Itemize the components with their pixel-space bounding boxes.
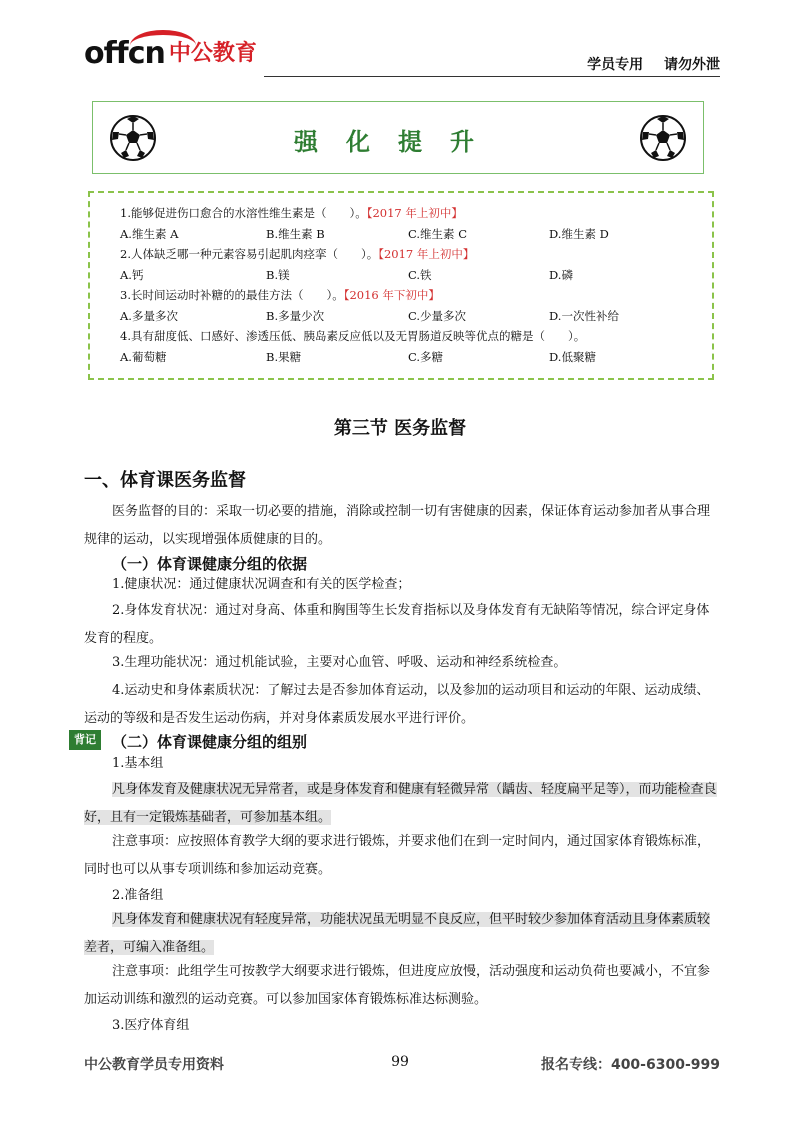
section-banner: [92, 101, 704, 174]
highlighted-text: 凡身体发育及健康状况无异常者，或是身体发育和健康有轻微异常（龋齿、轻度扁平足等），而功能检查良好，且有一定锻炼基础者，可参加基本组。: [84, 782, 717, 825]
question-options: [120, 349, 700, 365]
option: B.多量少次: [266, 309, 325, 323]
option: D.维生素 D: [549, 227, 609, 241]
quiz-question: [120, 246, 474, 262]
header-tag-student: 学员专用: [587, 57, 644, 73]
subheading-grouping-categories: （二）体育课健康分组的组别: [112, 733, 308, 751]
basis-item: 3.生理功能状况：通过机能试验，主要对心血管、呼吸、运动和神经系统检查。: [112, 655, 567, 670]
option: C.维生素 C: [408, 227, 467, 241]
logo-chinese: 中公教育: [168, 41, 257, 66]
footer-left-text: 中公教育学员专用资料: [84, 1057, 224, 1073]
option: A.多量多次: [120, 309, 178, 323]
memorize-badge: 背记: [69, 730, 101, 750]
group-title-medical: 3.医疗体育组: [112, 1018, 190, 1033]
footer-hotline: 报名专线：400-6300-999: [540, 1057, 720, 1073]
option: C.铁: [408, 268, 432, 282]
logo-arc-icon: [130, 30, 196, 61]
option: A.葡萄糖: [120, 350, 167, 364]
banner-title: 强化提升: [294, 127, 502, 156]
group-desc-basic: [84, 776, 720, 832]
quiz-question: [120, 328, 585, 344]
header-rule: [264, 76, 720, 77]
question-text: 1.能够促进伤口愈合的水溶性维生素是（ ）。: [120, 206, 367, 220]
group-title-prep: 2.准备组: [112, 888, 164, 903]
question-options: [120, 267, 700, 283]
group-note-basic: 注意事项：应按照体育教学大纲的要求进行锻炼，并要求他们在到一定时间内，通过国家体育锻炼标准，同时也可以从事专项训练和参加运动竞赛。: [84, 834, 711, 877]
heading-medical-supervision: 一、体育课医务监督: [84, 470, 246, 491]
option: C.少量多次: [408, 309, 467, 323]
option: D.低聚糖: [549, 350, 596, 364]
highlighted-text: 凡身体发育和健康状况有轻度异常，功能状况虽无明显不良反应，但平时较少参加体育活动且身体素质较差者，可编入准备组。: [84, 912, 711, 955]
question-source-tag: 【2017 年上初中】: [366, 206, 463, 220]
option: A.维生素 A: [120, 227, 179, 241]
intro-paragraph: 医务监督的目的：采取一切必要的措施，消除或控制一切有害健康的因素，保证体育运动参加者从事合理规律的运动，以实现增强体质健康的目的。: [84, 504, 711, 547]
option: B.镁: [266, 268, 290, 282]
group-desc-prep: [84, 906, 720, 962]
group-note-prep: 注意事项：此组学生可按教学大纲要求进行锻炼，但进度应放慢，活动强度和运动负荷也要减小，不宜参加运动训练和激烈的运动竞赛。可以参加国家体育锻炼标准达标测验。: [84, 964, 711, 1007]
quiz-question: [120, 205, 463, 221]
basis-item: 2.身体发育状况：通过对身高、体重和胸围等生长发育指标以及身体发育有无缺陷等情况，综合评定身体发育的程度。: [84, 603, 710, 646]
question-options: [120, 308, 700, 324]
option: D.磷: [549, 268, 573, 282]
header-tag-confidential: 请勿外泄: [664, 57, 720, 73]
page-number: 99: [391, 1054, 409, 1070]
section-title: 第三节 医务监督: [333, 418, 467, 439]
option: D.一次性补给: [549, 309, 619, 323]
option: A.钙: [120, 268, 144, 282]
option: C.多糖: [408, 350, 444, 364]
quiz-question: [120, 287, 440, 303]
practice-quiz-box: [88, 191, 714, 380]
header-tags: [587, 54, 720, 74]
option: B.维生素 B: [266, 227, 325, 241]
question-source-tag: 【2017 年上初中】: [378, 247, 475, 261]
question-options: [120, 226, 700, 242]
subheading-grouping-basis: （一）体育课健康分组的依据: [112, 555, 308, 573]
question-source-tag: 【2016 年下初中】: [343, 288, 440, 302]
offcn-logo: [84, 38, 257, 70]
basis-item: 1.健康状况：通过健康状况调查和有关的医学检查；: [112, 577, 411, 592]
question-text: 4.具有甜度低、口感好、渗透压低、胰岛素反应低以及无胃肠道反映等优点的糖是（ ）。: [120, 329, 586, 343]
soccer-ball-icon: [639, 114, 687, 162]
page-header: [84, 30, 720, 80]
logo-english: offcn: [84, 36, 165, 71]
question-text: 2.人体缺乏哪一种元素容易引起肌肉痉挛（ ）。: [120, 247, 379, 261]
option: B.果糖: [266, 350, 302, 364]
group-title-basic: 1.基本组: [112, 756, 164, 771]
basis-item: 4.运动史和身体素质状况：了解过去是否参加体育运动，以及参加的运动项目和运动的年限、运动成绩、运动的等级和是否发生运动伤病，并对身体素质发展水平进行评价。: [84, 683, 710, 726]
question-text: 3.长时间运动时补糖的的最佳方法（ ）。: [120, 288, 344, 302]
